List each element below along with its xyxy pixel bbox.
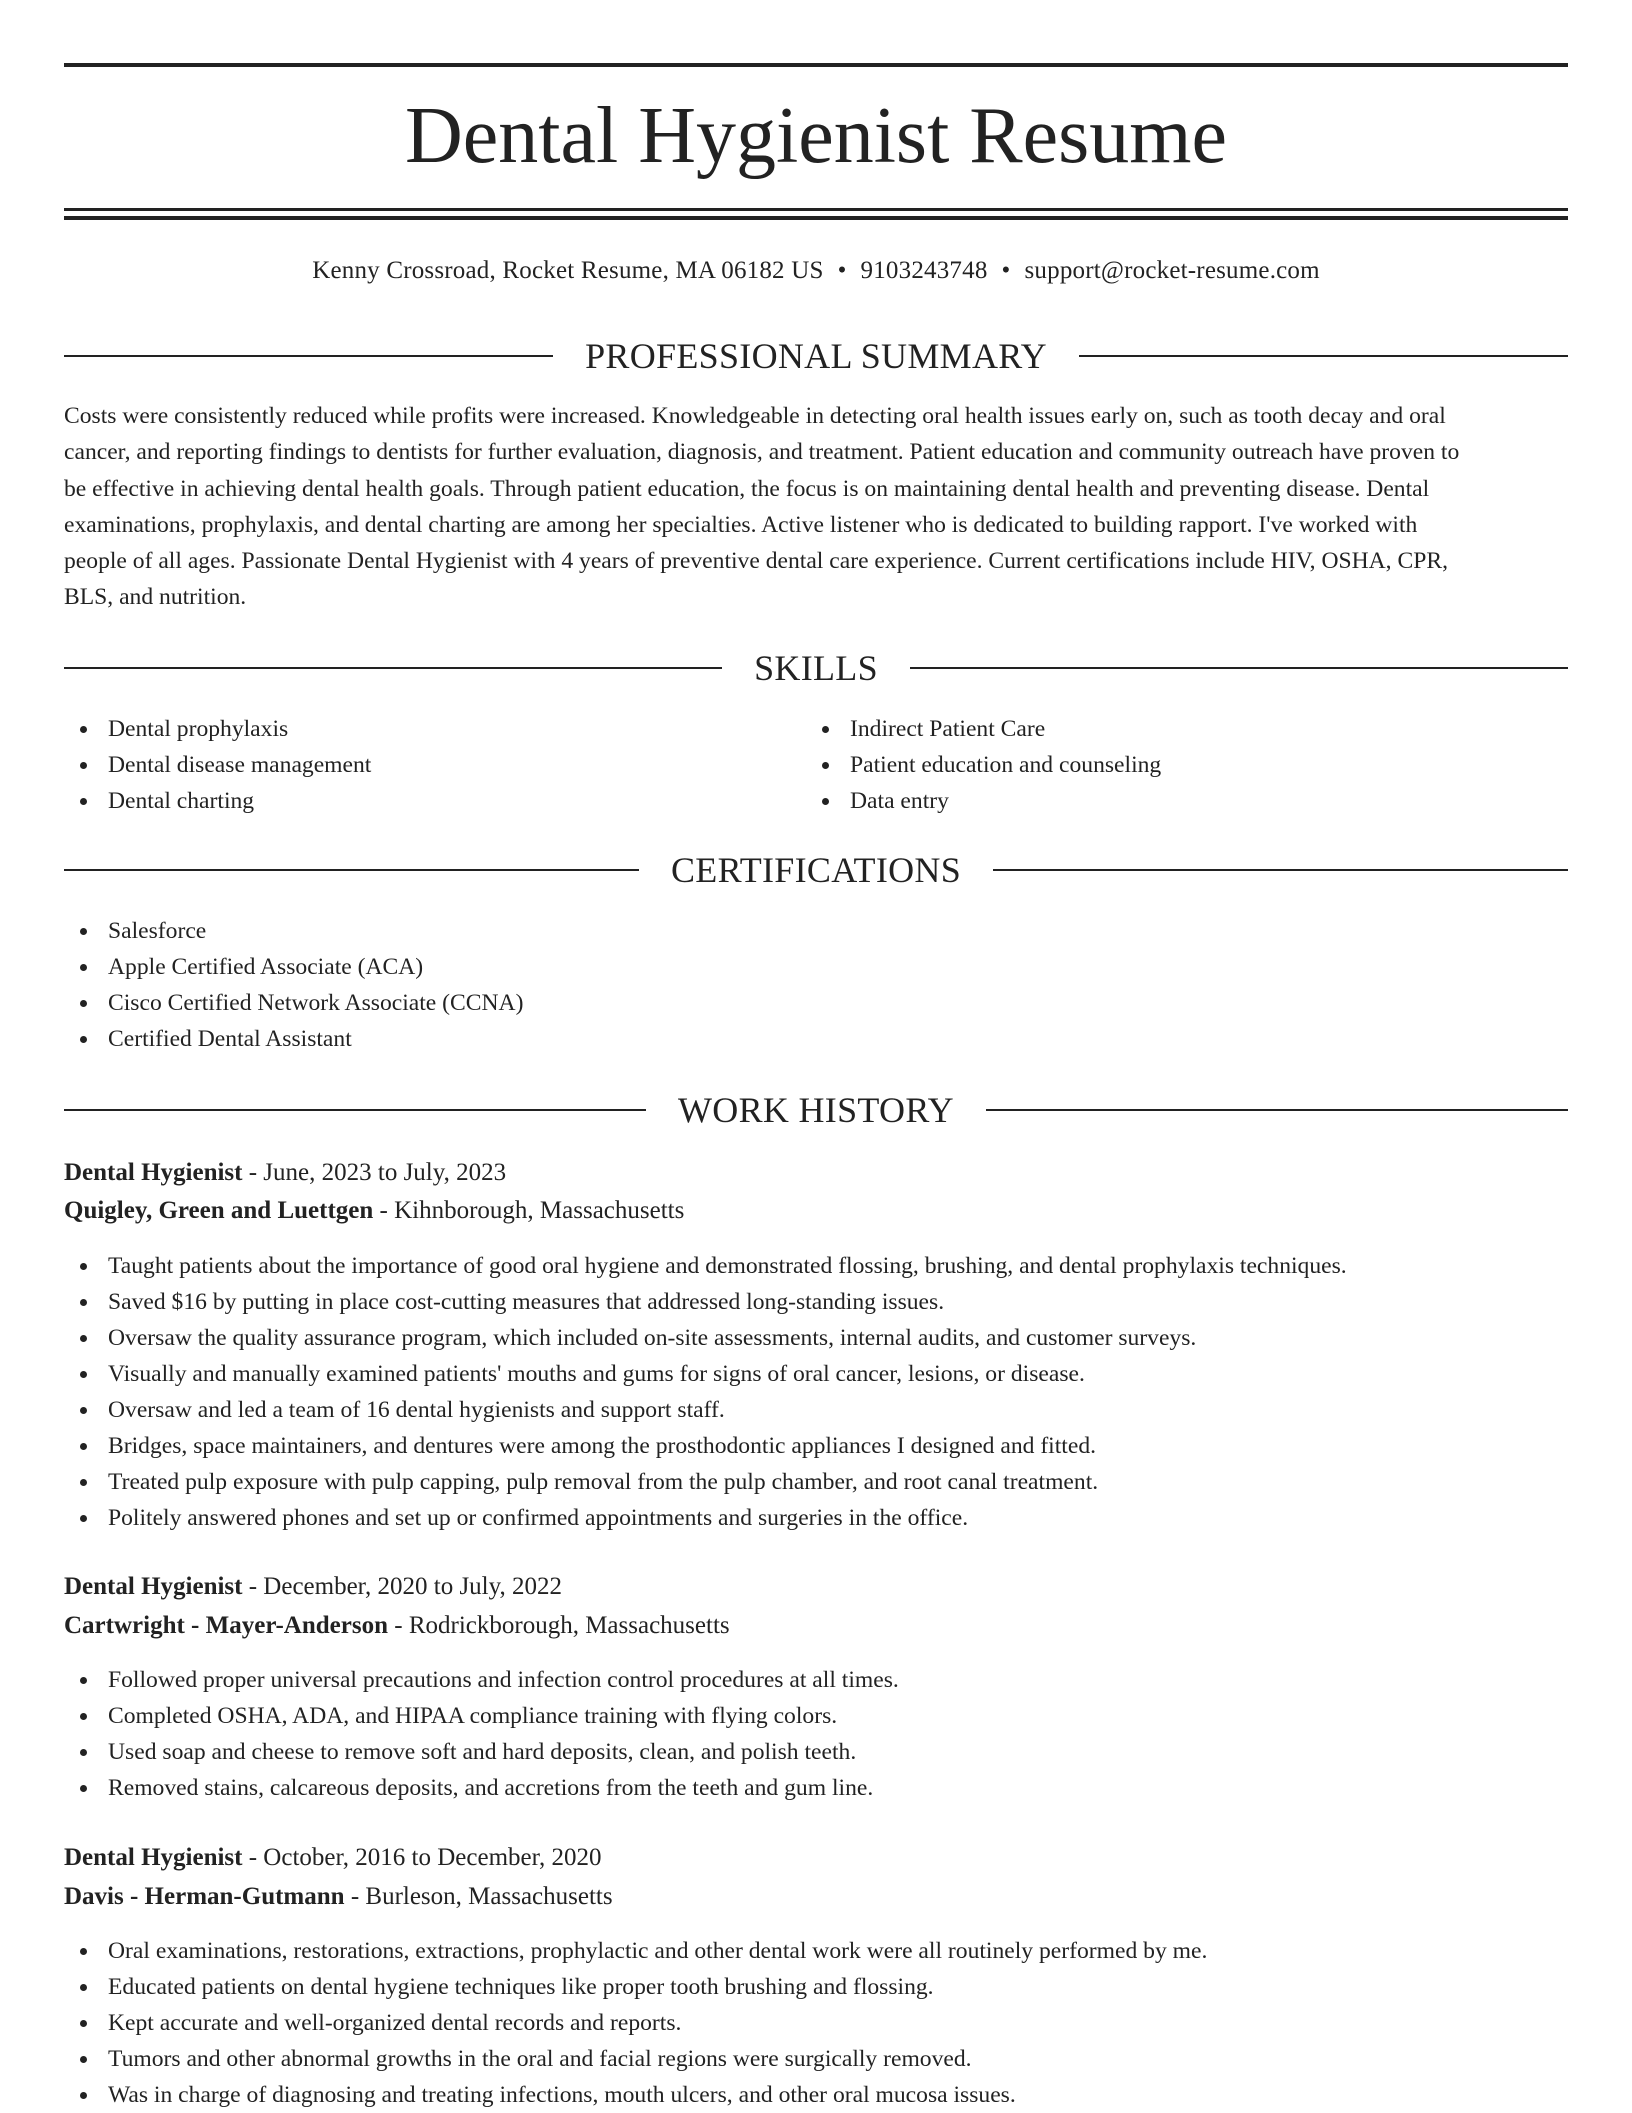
contact-address: Kenny Crossroad, Rocket Resume, MA 06182 US bbox=[312, 257, 824, 284]
job-bullet: Was in charge of diagnosing and treating infections, mouth ulcers, and other oral mucosa issues. bbox=[64, 2077, 1207, 2113]
divider-line bbox=[64, 667, 722, 669]
job-bullets bbox=[64, 1933, 1207, 2113]
contact-separator: • bbox=[1001, 257, 1011, 284]
job-bullets bbox=[64, 1248, 1347, 1536]
job-bullet: Oral examinations, restorations, extractions, prophylactic and other dental work were all routinely performed by me. bbox=[64, 1933, 1207, 1969]
job-bullet: Politely answered phones and set up or confirmed appointments and surgeries in the office. bbox=[64, 1500, 1347, 1536]
page-title: Dental Hygienist Resume bbox=[404, 92, 1228, 180]
job-bullet: Tumors and other abnormal growths in the oral and facial regions were surgically removed. bbox=[64, 2041, 1207, 2077]
divider-line bbox=[64, 1109, 646, 1111]
job-location: - Kihnborough, Massachusetts bbox=[373, 1197, 685, 1224]
summary-line: be effective in achieving dental health goals. Through patient education, the focus is on maintaining dental health and preventing disease. Dental bbox=[64, 475, 1430, 502]
divider-line bbox=[64, 869, 639, 871]
skill-item: Indirect Patient Care bbox=[806, 711, 1161, 747]
job-title-line bbox=[64, 1569, 562, 1605]
skill-item: Dental prophylaxis bbox=[64, 711, 371, 747]
job-bullets bbox=[64, 1662, 899, 1806]
summary-line: BLS, and nutrition. bbox=[64, 584, 247, 611]
divider-line bbox=[986, 1109, 1568, 1111]
skill-item: Dental charting bbox=[64, 783, 371, 819]
job-bullet: Saved $16 by putting in place cost-cutting measures that addressed long-standing issues. bbox=[64, 1284, 1347, 1320]
job-bullet: Removed stains, calcareous deposits, and accretions from the teeth and gum line. bbox=[64, 1770, 899, 1806]
contact-line bbox=[64, 254, 1568, 288]
skills-list-left bbox=[64, 711, 371, 819]
job-bullet: Followed proper universal precautions and infection control procedures at all times. bbox=[64, 1662, 899, 1698]
contact-phone: 9103243748 bbox=[860, 257, 988, 284]
section-title-summary: PROFESSIONAL SUMMARY bbox=[585, 336, 1047, 376]
job-title: Dental Hygienist bbox=[64, 1159, 243, 1186]
certification-item: Apple Certified Associate (ACA) bbox=[64, 949, 523, 985]
job-bullet: Treated pulp exposure with pulp capping, pulp removal from the pulp chamber, and root canal treatment. bbox=[64, 1464, 1347, 1500]
job-bullet: Bridges, space maintainers, and dentures were among the prosthodontic appliances I designed and fitted. bbox=[64, 1428, 1347, 1464]
job-bullet: Taught patients about the importance of good oral hygiene and demonstrated flossing, brushing, and dental prophylaxis techniques. bbox=[64, 1248, 1347, 1284]
summary-paragraph bbox=[64, 398, 1568, 616]
job-location: - Rodrickborough, Massachusetts bbox=[388, 1612, 730, 1639]
job-bullet: Oversaw the quality assurance program, which included on-site assessments, internal audits, and customer surveys. bbox=[64, 1320, 1347, 1356]
job-bullet: Completed OSHA, ADA, and HIPAA compliance training with flying colors. bbox=[64, 1698, 899, 1734]
summary-line: examinations, prophylaxis, and dental charting are among her specialties. Active listener who is dedicated to building rapport. I've worked with bbox=[64, 511, 1418, 538]
contact-separator: • bbox=[837, 257, 847, 284]
job-company: Quigley, Green and Luettgen bbox=[64, 1197, 374, 1224]
job-bullet: Visually and manually examined patients' mouths and gums for signs of oral cancer, lesions, or disease. bbox=[64, 1356, 1347, 1392]
section-header-skills bbox=[64, 646, 1568, 690]
divider-line bbox=[64, 355, 553, 357]
job-bullet: Educated patients on dental hygiene techniques like proper tooth brushing and flossing. bbox=[64, 1969, 1207, 2005]
section-header-summary bbox=[64, 334, 1568, 378]
contact-email: support@rocket-resume.com bbox=[1024, 257, 1320, 284]
skill-item: Dental disease management bbox=[64, 747, 371, 783]
skill-item: Data entry bbox=[806, 783, 1161, 819]
job-company: Cartwright - Mayer-Anderson bbox=[64, 1612, 388, 1639]
section-header-work-history bbox=[64, 1088, 1568, 1132]
summary-line: people of all ages. Passionate Dental Hygienist with 4 years of preventive dental care experience. Current certifications include HIV, OSHA, CPR, bbox=[64, 548, 1448, 575]
skill-item: Patient education and counseling bbox=[806, 747, 1161, 783]
job-dates: - October, 2016 to December, 2020 bbox=[242, 1844, 602, 1871]
job-company-line bbox=[64, 1193, 684, 1229]
section-title-skills: SKILLS bbox=[754, 648, 878, 688]
job-location: - Burleson, Massachusetts bbox=[344, 1883, 613, 1910]
section-title-certifications: CERTIFICATIONS bbox=[670, 850, 962, 890]
job-company: Davis - Herman-Gutmann bbox=[64, 1883, 345, 1910]
certification-item: Salesforce bbox=[64, 913, 523, 949]
job-title: Dental Hygienist bbox=[64, 1844, 243, 1871]
top-rule bbox=[64, 63, 1568, 67]
divider-line bbox=[910, 667, 1568, 669]
certification-item: Cisco Certified Network Associate (CCNA) bbox=[64, 985, 523, 1021]
certifications-list bbox=[64, 913, 523, 1057]
job-bullet: Kept accurate and well-organized dental records and reports. bbox=[64, 2005, 1207, 2041]
certification-item: Certified Dental Assistant bbox=[64, 1021, 523, 1057]
divider-line bbox=[1079, 355, 1568, 357]
title-rule-lower bbox=[64, 216, 1568, 220]
job-title-line bbox=[64, 1840, 601, 1876]
divider-line bbox=[993, 869, 1568, 871]
skills-list-right bbox=[806, 711, 1161, 819]
job-title-line bbox=[64, 1155, 506, 1191]
section-title-work-history: WORK HISTORY bbox=[678, 1090, 954, 1130]
job-bullet: Oversaw and led a team of 16 dental hygienists and support staff. bbox=[64, 1392, 1347, 1428]
job-title: Dental Hygienist bbox=[64, 1573, 243, 1600]
job-dates: - December, 2020 to July, 2022 bbox=[242, 1573, 562, 1600]
job-bullet: Used soap and cheese to remove soft and hard deposits, clean, and polish teeth. bbox=[64, 1734, 899, 1770]
job-dates: - June, 2023 to July, 2023 bbox=[242, 1159, 507, 1186]
title-rule-upper bbox=[64, 208, 1568, 211]
summary-line: Costs were consistently reduced while profits were increased. Knowledgeable in detecting oral health issues early on, such as tooth decay and oral bbox=[64, 403, 1446, 429]
summary-line: cancer, and reporting findings to dentists for further evaluation, diagnosis, and treatment. Patient education and community outreach have proven to bbox=[64, 439, 1460, 466]
job-company-line bbox=[64, 1608, 730, 1644]
section-header-certifications bbox=[64, 848, 1568, 892]
job-company-line bbox=[64, 1879, 613, 1915]
